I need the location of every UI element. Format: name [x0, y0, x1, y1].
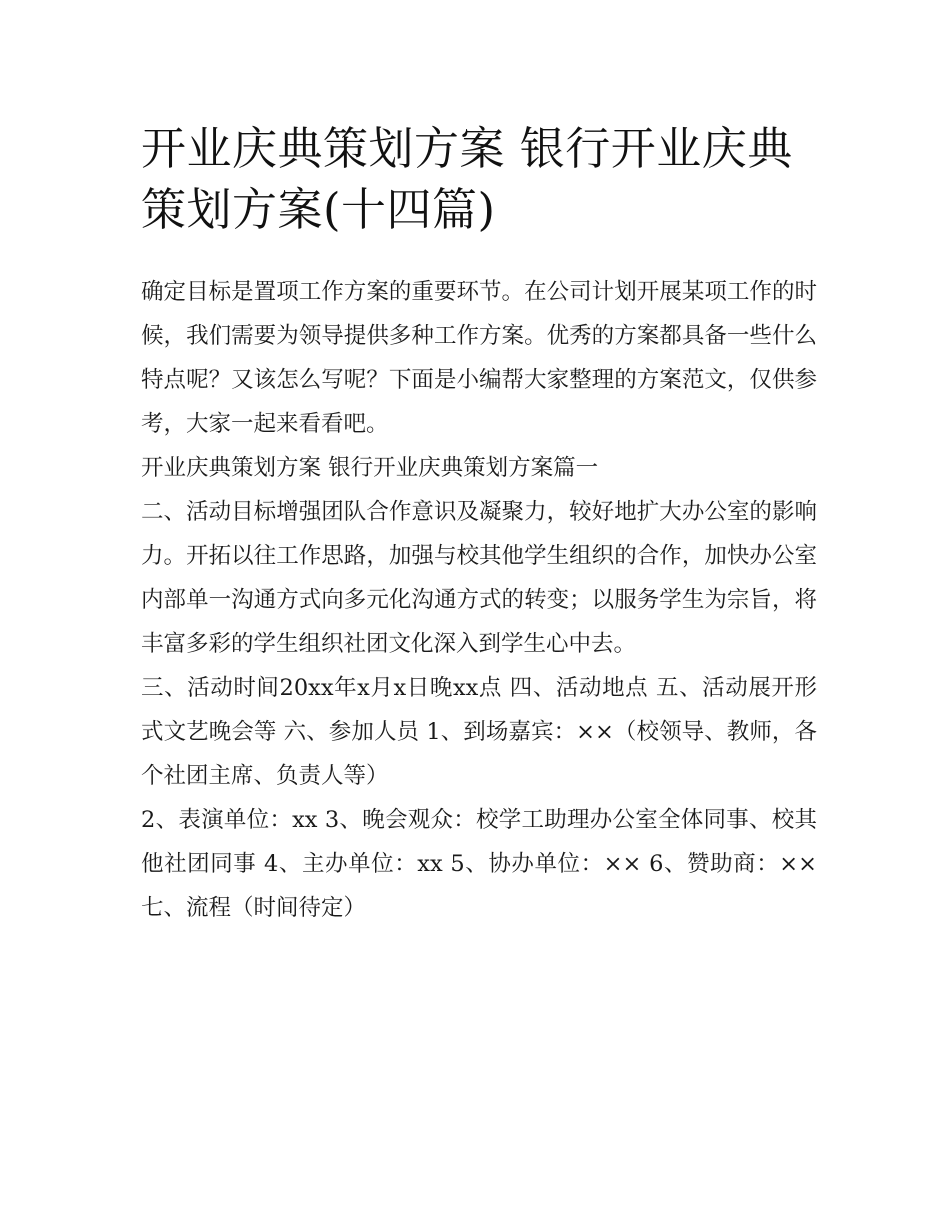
activity-details-paragraph: 三、活动时间20xx年x月x日晚xx点 四、活动地点 五、活动展开形式文艺晚会等 六、参加人员 1、到场嘉宾：××（校领导、教师，各个社团主席、负责人等） — [141, 675, 817, 789]
document-page — [141, 118, 817, 930]
section-heading: 开业庆典策划方案 银行开业庆典策划方案篇一 — [141, 455, 599, 481]
document-body — [141, 270, 817, 930]
participants-paragraph: 2、表演单位：xx 3、晚会观众：校学工助理办公室全体同事、校其他社团同事 4、主办单位：xx 5、协办单位：×× 6、赞助商：×× 七、流程（时间待定） — [141, 807, 817, 921]
intro-paragraph: 确定目标是置项工作方案的重要环节。在公司计划开展某项工作的时候，我们需要为领导提供多种工作方案。优秀的方案都具备一些什么特点呢？又该怎么写呢？下面是小编帮大家整理的方案范文，仅供参考，大家一起来看看吧。 — [141, 279, 817, 437]
activity-goal-paragraph: 二、活动目标增强团队合作意识及凝聚力，较好地扩大办公室的影响力。开拓以往工作思路，加强与校其他学生组织的合作，加快办公室内部单一沟通方式向多元化沟通方式的转变；以服务学生为宗旨，将丰富多彩的学生组织社团文化深入到学生心中去。 — [141, 499, 817, 657]
document-title: 开业庆典策划方案 银行开业庆典策划方案(十四篇) — [141, 122, 793, 236]
